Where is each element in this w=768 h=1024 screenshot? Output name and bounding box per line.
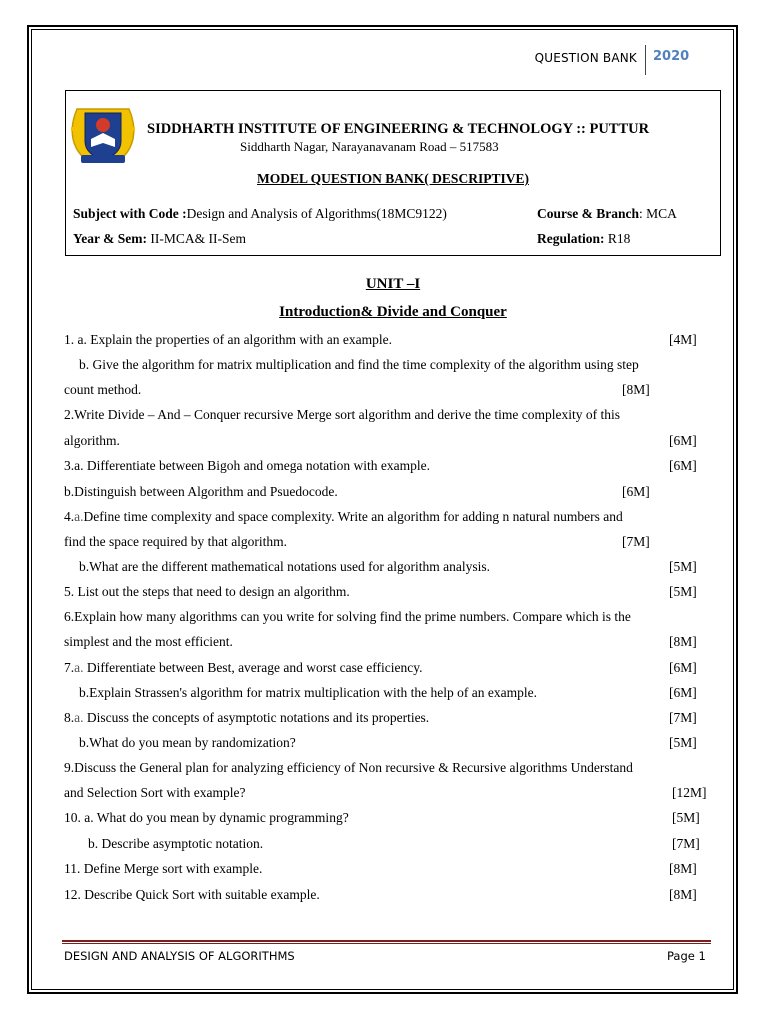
regulation-value: R18 (604, 231, 631, 246)
footer-rule-thin (62, 943, 711, 944)
question-4a-text: Define time complexity and space complexity. Write an algorithm for adding n natural numbers and (83, 509, 623, 524)
footer-rule-thick (62, 940, 711, 942)
question-4b: b.What are the different mathematical notations used for algorithm analysis. (79, 559, 490, 574)
footer-course-title: DESIGN AND ANALYSIS OF ALGORITHMS (64, 949, 295, 963)
header-year: 2020 (653, 49, 690, 64)
question-5: 5. List out the steps that need to design an algorithm. (64, 584, 350, 599)
marks-4b: [5M] (669, 559, 697, 574)
question-7a-letter: a. (74, 660, 84, 675)
marks-11: [8M] (669, 861, 697, 876)
question-7a-text: Differentiate between Best, average and worst case efficiency. (83, 660, 423, 675)
question-3a: 3.a. Differentiate between Bigoh and omega notation with example. (64, 458, 431, 473)
question-8a-letter: a. (74, 710, 84, 725)
marks-8b: [5M] (669, 735, 697, 750)
question-8a-number: 8. (64, 710, 75, 725)
unit-title: UNIT –I (365, 276, 421, 292)
unit-subtitle: Introduction& Divide and Conquer (279, 304, 507, 320)
course-label: Course & Branch (537, 206, 639, 221)
marks-4a: [7M] (622, 534, 650, 549)
question-10a: 10. a. What do you mean by dynamic programming? (64, 810, 349, 825)
question-4a-letter: a. (74, 509, 84, 524)
question-7b: b.Explain Strassen's algorithm for matrix multiplication with the help of an example. (79, 685, 537, 700)
institution-name: SIDDHARTH INSTITUTE OF ENGINEERING & TECHNOLOGY :: PUTTUR (147, 121, 650, 137)
question-2-line2: algorithm. (64, 433, 120, 448)
question-1b-line2: count method. (64, 382, 142, 397)
question-1b-line1: b. Give the algorithm for matrix multiplication and find the time complexity of the algorithm using step (79, 357, 639, 372)
question-4a-line1 (64, 509, 623, 525)
year-label: Year & Sem: (73, 231, 147, 246)
question-1a: 1. a. Explain the properties of an algorithm with an example. (64, 332, 393, 347)
marks-3a: [6M] (669, 458, 697, 473)
question-8a-text: Discuss the concepts of asymptotic notations and its properties. (83, 710, 430, 725)
question-6-line2: simplest and the most efficient. (64, 634, 233, 649)
question-6-line1: 6.Explain how many algorithms can you write for solving find the prime numbers. Compare which is the (64, 609, 631, 624)
question-3b: b.Distinguish between Algorithm and Psuedocode. (64, 484, 338, 499)
subject-value: Design and Analysis of Algorithms(18MC9122) (186, 206, 447, 221)
marks-6: [8M] (669, 634, 697, 649)
question-9-line1: 9.Discuss the General plan for analyzing efficiency of Non recursive & Recursive algorithms Understand (64, 760, 633, 775)
marks-1b: [8M] (622, 382, 650, 397)
question-7a (64, 660, 422, 676)
subject-label: Subject with Code : (73, 206, 187, 221)
header-separator (645, 45, 646, 75)
marks-2: [6M] (669, 433, 697, 448)
college-logo-icon (67, 105, 139, 167)
marks-1a: [4M] (669, 332, 697, 347)
marks-7b: [6M] (669, 685, 697, 700)
question-10b: b. Describe asymptotic notation. (88, 836, 264, 851)
marks-12: [8M] (669, 887, 697, 902)
question-8b: b.What do you mean by randomization? (79, 735, 296, 750)
marks-7a: [6M] (669, 660, 697, 675)
question-8a (64, 710, 429, 726)
institution-address: Siddharth Nagar, Narayanavanam Road – 517583 (240, 139, 499, 154)
course-field (537, 206, 677, 222)
regulation-field (537, 231, 630, 247)
year-value: II-MCA& II-Sem (146, 231, 246, 246)
marks-8a: [7M] (669, 710, 697, 725)
marks-10b: [7M] (672, 836, 700, 851)
year-field (73, 231, 246, 247)
marks-10a: [5M] (672, 810, 700, 825)
course-value: : MCA (639, 206, 677, 221)
question-4a-line2: find the space required by that algorithm. (64, 534, 288, 549)
question-11: 11. Define Merge sort with example. (64, 861, 263, 876)
footer-page-number: Page 1 (667, 949, 706, 963)
question-2-line1: 2.Write Divide – And – Conquer recursive Merge sort algorithm and derive the time complexity of this (64, 407, 620, 422)
question-4a-number: 4. (64, 509, 75, 524)
header-label: QUESTION BANK (534, 51, 637, 65)
question-12: 12. Describe Quick Sort with suitable example. (64, 887, 320, 902)
running-header (0, 48, 768, 74)
question-7a-number: 7. (64, 660, 75, 675)
marks-9: [12M] (672, 785, 707, 800)
subject-field (73, 206, 447, 222)
regulation-label: Regulation: (537, 231, 605, 246)
document-title: MODEL QUESTION BANK( DESCRIPTIVE) (257, 171, 529, 186)
marks-3b: [6M] (622, 484, 650, 499)
question-9-line2: and Selection Sort with example? (64, 785, 246, 800)
marks-5: [5M] (669, 584, 697, 599)
